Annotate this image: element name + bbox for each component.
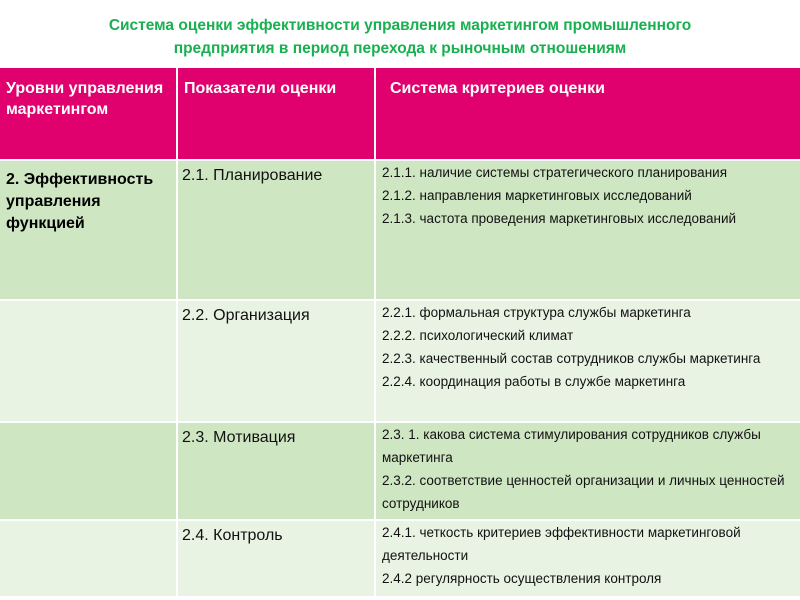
criteria-cell	[375, 422, 800, 520]
slide-title	[0, 14, 800, 60]
empty-level-cell	[0, 422, 177, 520]
slide-title-line-1: Система оценки эффективности управления маркетингом промышленного	[108, 17, 692, 34]
criterion-item: 2.2.1. формальная структура службы маркетинга	[382, 305, 691, 320]
slide-title-line-2: предприятия в период перехода к рыночным отношениям	[173, 40, 627, 57]
criterion-item: 2.1.2. направления маркетинговых исследований	[382, 188, 692, 203]
criterion-item: 2.1.3. частота проведения маркетинговых исследований	[382, 211, 737, 226]
criterion-item: 2.2.4. координация работы в службе маркетинга	[382, 374, 686, 389]
criterion-item: 2.2.3. качественный состав сотрудников службы маркетинга	[382, 351, 761, 366]
table-row	[0, 422, 800, 520]
table-row	[0, 160, 800, 300]
criterion-item: 2.1.1. наличие системы стратегического планирования	[382, 165, 728, 180]
criterion-item: 2.4.2 регулярность осуществления контроля	[382, 571, 662, 586]
indicator-motivation: 2.3. Мотивация	[177, 422, 375, 520]
criteria-table	[0, 68, 800, 596]
indicator-control: 2.4. Контроль	[177, 520, 375, 596]
criterion-item: 2.3. 1. какова система стимулирования сотрудников службы маркетинга	[382, 427, 761, 465]
table-row	[0, 300, 800, 422]
empty-level-cell	[0, 520, 177, 596]
criterion-item: 2.2.2. психологический климат	[382, 328, 574, 343]
indicator-organization: 2.2. Организация	[177, 300, 375, 422]
criterion-item: 2.4.1. четкость критериев эффективности маркетинговой деятельности	[382, 525, 741, 563]
header-criteria-system: Система критериев оценки	[375, 68, 800, 160]
header-indicators: Показатели оценки	[177, 68, 375, 160]
indicator-planning: 2.1. Планирование	[177, 160, 375, 300]
table-row	[0, 520, 800, 596]
criteria-cell	[375, 520, 800, 596]
criteria-cell	[375, 160, 800, 300]
empty-level-cell	[0, 300, 177, 422]
criterion-item: 2.3.2. соответствие ценностей организации и личных ценностей сотрудников	[382, 473, 785, 511]
section-label: 2. Эффективность управления функцией	[0, 160, 177, 300]
table-header-row	[0, 68, 800, 160]
header-management-levels: Уровни управления маркетингом	[0, 68, 177, 160]
criteria-cell	[375, 300, 800, 422]
